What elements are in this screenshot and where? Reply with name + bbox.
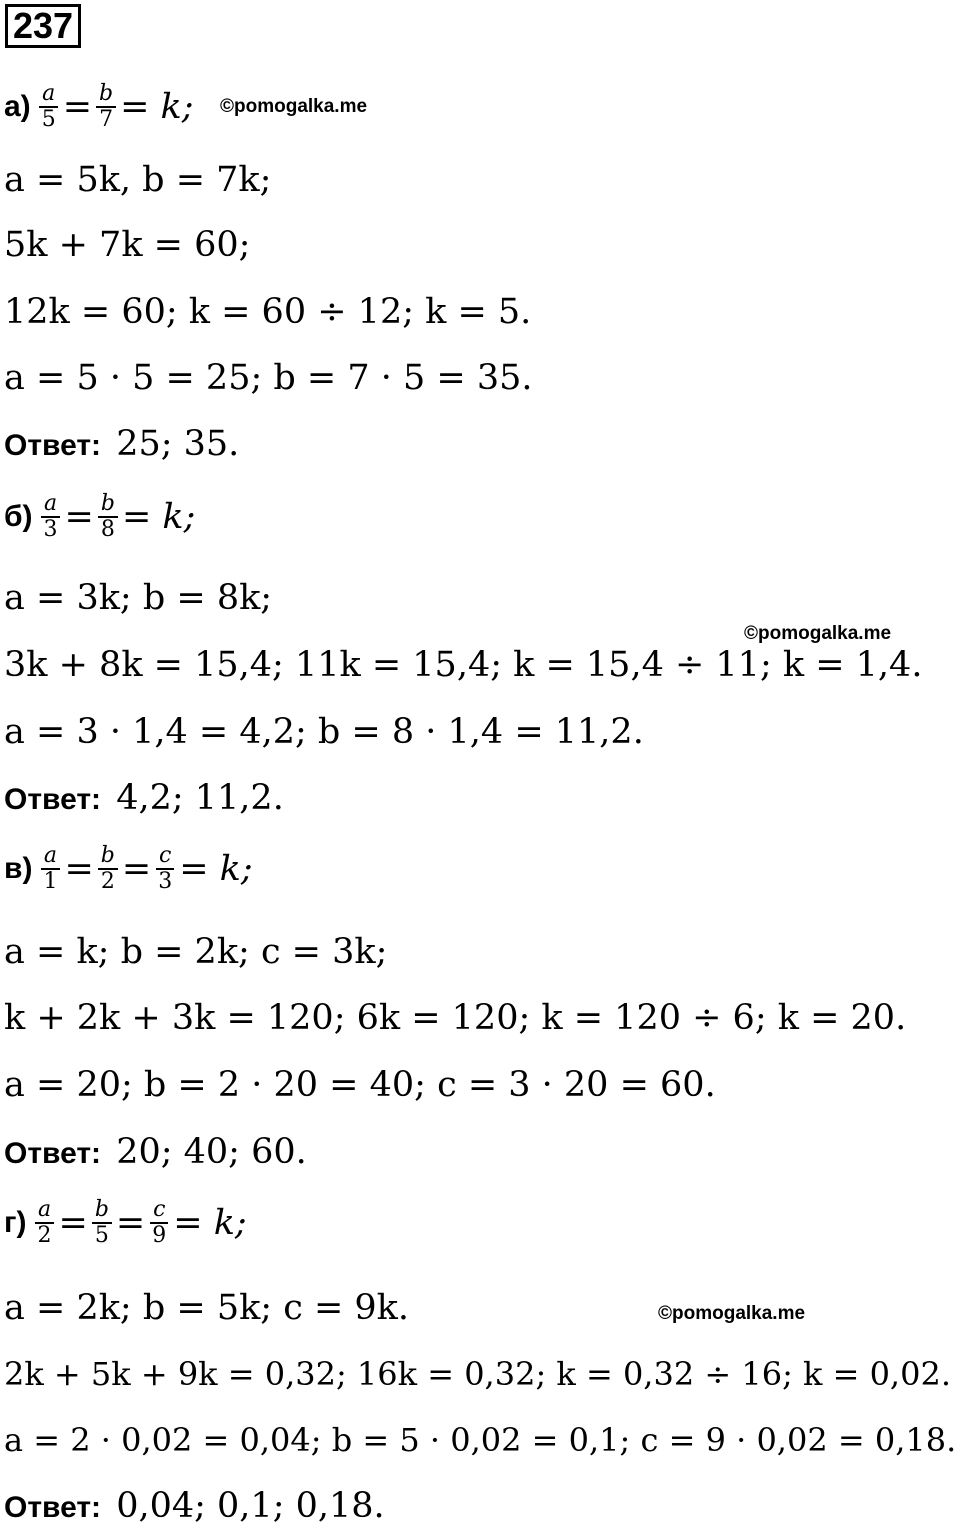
answer-label: Ответ:: [4, 1491, 102, 1524]
answer-label: Ответ:: [4, 1137, 102, 1170]
answer-value: 0,04; 0,1; 0,18.: [116, 1486, 385, 1526]
part-g-header: г) $\frac{a}{2}$ = $\frac{b}{5}$ = $\frac{c}{9}$ = k;: [4, 1197, 247, 1248]
watermark: ©pomogalka.me: [744, 623, 892, 644]
part-a-header: а) $\frac{a}{5}$ = $\frac{b}{7}$ = k;: [4, 81, 194, 132]
equation-line: a = 2k; b = 5k; c = 9k.: [4, 1288, 409, 1328]
part-b-header: б) $\frac{a}{3}$ = $\frac{b}{8}$ = k;: [4, 491, 196, 542]
problem-number: 237: [5, 4, 81, 48]
equation-line: k + 2k + 3k = 120; 6k = 120; k = 120 ÷ 6; k = 20.: [4, 998, 907, 1038]
answer-line: [4, 1486, 385, 1528]
answer-line: [4, 778, 284, 820]
fraction: $\frac{b}{5}$: [92, 1198, 112, 1248]
answer-line: [4, 424, 239, 466]
equation-line: a = 5 · 5 = 25; b = 7 · 5 = 35.: [4, 358, 533, 398]
equation-line: 5k + 7k = 60;: [4, 225, 251, 265]
part-v-label: в): [4, 852, 33, 885]
answer-line: [4, 1132, 307, 1174]
answer-label: Ответ:: [4, 783, 102, 816]
watermark: ©pomogalka.me: [220, 96, 368, 117]
answer-value: 25; 35.: [116, 424, 240, 464]
equation-line: a = 5k, b = 7k;: [4, 160, 272, 200]
equation-line: 12k = 60; k = 60 ÷ 12; k = 5.: [4, 292, 532, 332]
answer-label: Ответ:: [4, 429, 102, 462]
answer-value: 4,2; 11,2.: [116, 778, 284, 818]
watermark: ©pomogalka.me: [658, 1303, 806, 1324]
equation-line: 2k + 5k + 9k = 0,32; 16k = 0,32; k = 0,32 ÷ 16; k = 0,02.: [4, 1355, 951, 1393]
equation-line: a = 2 · 0,02 = 0,04; b = 5 · 0,02 = 0,1; c = 9 · 0,02 = 0,18.: [4, 1421, 957, 1459]
part-g-label: г): [4, 1206, 27, 1239]
fraction: $\frac{b}{2}$: [98, 844, 118, 894]
fraction: $\frac{b}{8}$: [98, 492, 118, 542]
part-b-label: б): [4, 500, 33, 533]
equation-line: a = 3k; b = 8k;: [4, 578, 273, 618]
fraction: $\frac{a}{3}$: [41, 492, 61, 542]
part-a-label: а): [4, 90, 31, 123]
equation-line: 3k + 8k = 15,4; 11k = 15,4; k = 15,4 ÷ 11; k = 1,4.: [4, 645, 923, 685]
part-v-header: в) $\frac{a}{1}$ = $\frac{b}{2}$ = $\frac{c}{3}$ = k;: [4, 843, 253, 894]
fraction: $\frac{c}{3}$: [155, 844, 175, 894]
fraction: $\frac{a}{2}$: [35, 1198, 55, 1248]
fraction: $\frac{a}{1}$: [40, 844, 60, 894]
equation-line: a = 3 · 1,4 = 4,2; b = 8 · 1,4 = 11,2.: [4, 712, 644, 752]
equation-line: a = k; b = 2k; c = 3k;: [4, 932, 388, 972]
fraction: $\frac{c}{9}$: [149, 1198, 169, 1248]
fraction: $\frac{b}{7}$: [96, 82, 116, 132]
answer-value: 20; 40; 60.: [116, 1132, 307, 1172]
fraction: $\frac{a}{5}$: [39, 82, 59, 132]
equation-line: a = 20; b = 2 · 20 = 40; c = 3 · 20 = 60.: [4, 1065, 716, 1105]
